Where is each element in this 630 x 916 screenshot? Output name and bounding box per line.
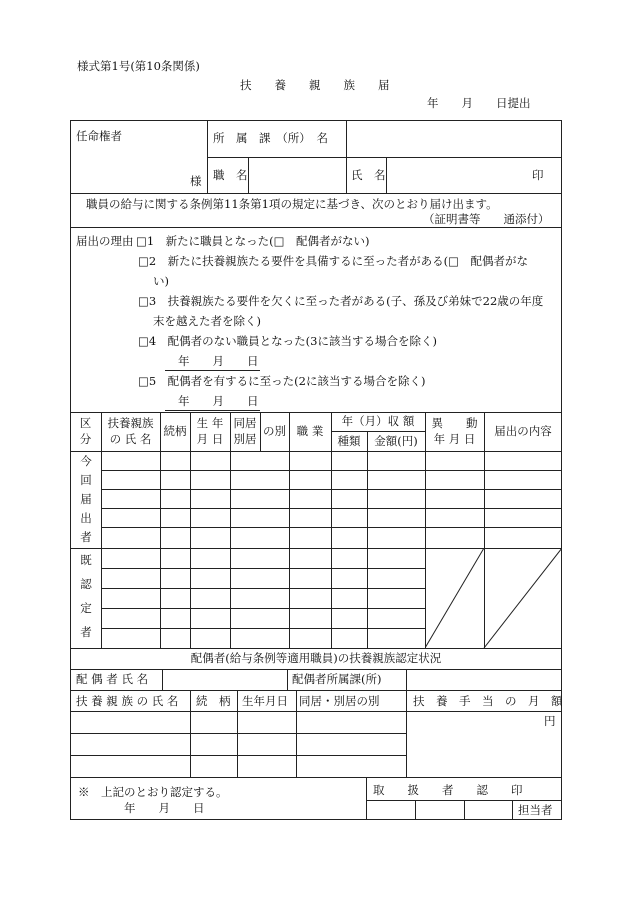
birth-header: 生 年 [196, 416, 224, 430]
handler-approval-label: 取 扱 者 認 印 [373, 783, 523, 797]
reason-1[interactable]: □1 新たに職員となった(□ 配偶者がない) [136, 234, 370, 248]
certify-note: ※ 上記のとおり認定する。 [78, 785, 228, 799]
dependent-name-header: 扶養親族 [107, 416, 154, 430]
reason-lead: 届出の理由 [76, 234, 134, 248]
dependent-name-header-2: の 氏 名 [109, 432, 152, 446]
spouse-dependent-name-header: 扶 養 親 族 の 氏 名 [76, 694, 179, 708]
department-label: 所 属 課 （所） 名 [213, 131, 328, 145]
kubun-label-2: 分 [79, 432, 92, 446]
person-in-charge-label: 担当者 [518, 803, 553, 817]
spouse-name-label: 配 偶 者 氏 名 [76, 672, 149, 686]
income-header: 年（月）収 額 [341, 414, 415, 428]
spouse-dept-label: 配偶者所属課(所) [292, 672, 382, 686]
form-style-number: 様式第1号(第10条関係) [77, 59, 200, 73]
submission-date: 年 月 日提出 [427, 96, 531, 110]
diagonal-strikes [425, 548, 562, 648]
reason-5[interactable]: □5 配偶者を有するに至った(2に該当する場合を除く) [138, 374, 426, 388]
kubun-label: 区 [79, 416, 92, 430]
reason-5-date[interactable]: 年 月 日 [178, 394, 259, 408]
income-kind-header: 種類 [337, 434, 361, 448]
reason-4-date[interactable]: 年 月 日 [178, 354, 259, 368]
reason-3-cont: 末を越えた者を除く) [153, 314, 261, 328]
approved-label: 既 認 定 者 [80, 553, 92, 639]
certificate-attachment: （証明書等 通添付） [423, 212, 550, 226]
form-title: 扶 養 親 族 届 [240, 78, 390, 92]
job-title-label: 職 名 [213, 168, 248, 182]
birth-header-2: 月 日 [196, 432, 224, 446]
spouse-relationship-header: 続 柄 [196, 694, 231, 708]
current-filers-label: 今 回 届 出 者 [80, 454, 92, 544]
cohabit-distinction: の別 [263, 424, 286, 438]
reason-2[interactable]: □2 新たに扶養親族たる要件を具備するに至った者がある(□ 配偶者がな [138, 254, 529, 268]
appointer-label: 任命権者 [76, 129, 122, 143]
spouse-cohabit-header: 同居・別居の別 [299, 694, 380, 708]
yen-unit: 円 [544, 714, 556, 728]
intro-text: 職員の給与に関する条例第11条第1項の規定に基づき、次のとおり届け出ます。 [86, 197, 498, 211]
reason-3[interactable]: □3 扶養親族たる要件を欠くに至った者がある(子、孫及び弟妹で22歳の年度 [138, 294, 544, 308]
income-amount-header: 金額(円) [374, 434, 418, 448]
spouse-section-title: 配偶者(給与条例等適用職員)の扶養親族認定状況 [190, 651, 442, 665]
cohabit-header: 同居 [233, 416, 257, 430]
relationship-header: 続柄 [163, 424, 187, 438]
reason-4[interactable]: □4 配偶者のない職員となった(3に該当する場合を除く) [138, 334, 437, 348]
spouse-birth-header: 生年月日 [242, 694, 288, 708]
change-header: 異 動 [431, 416, 478, 430]
allowance-header: 扶 養 手 当 の 月 額 [413, 694, 563, 708]
occupation-header: 職 業 [296, 424, 324, 438]
employee-name-label: 氏 名 [351, 168, 386, 182]
cohabit-header-2: 別居 [233, 432, 257, 446]
reason-2-cont: い) [153, 274, 169, 288]
seal-mark: 印 [532, 168, 544, 182]
content-header: 届出の内容 [494, 424, 552, 438]
sama-label: 様 [190, 174, 202, 188]
change-date-header: 年 月 日 [433, 432, 476, 446]
certify-date: 年 月 日 [124, 801, 205, 815]
